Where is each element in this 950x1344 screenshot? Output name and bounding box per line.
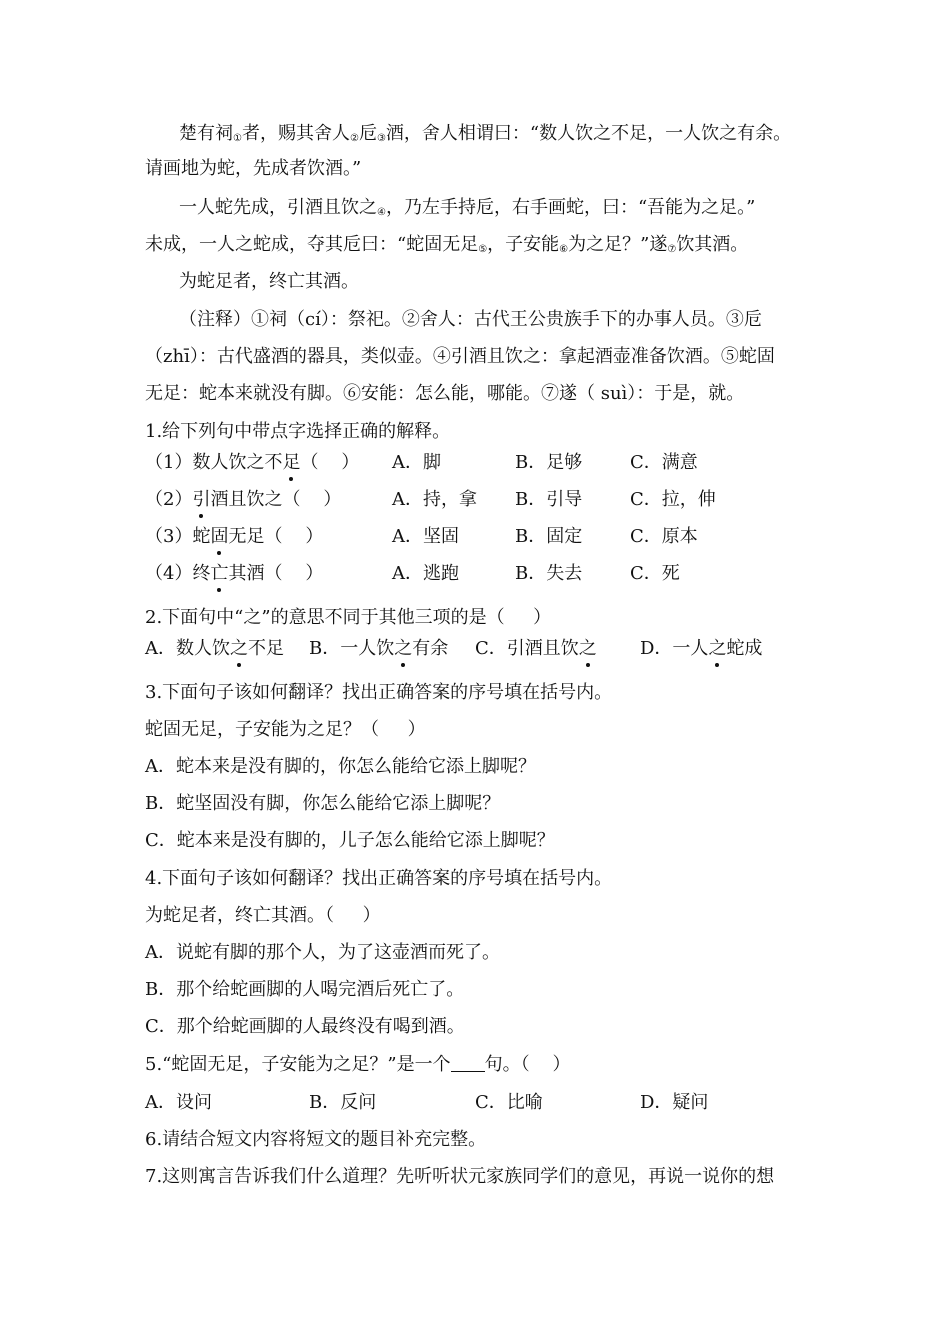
note-ref-1: ① <box>233 133 242 144</box>
note-ref-4: ④ <box>377 207 386 218</box>
q2-title: 2.下面句中“之”的意思不同于其他三项的是（ ） <box>145 607 552 628</box>
q5-option-a: A．设问 <box>145 1092 212 1113</box>
notes-line-1: （注释）①祠（cí）：祭祀。②舍人：古代王公贵族手下的办事人员。③卮 <box>179 309 762 330</box>
q2-option-b: B．一人饮之有余 <box>309 638 449 659</box>
q1-item-3-option-b: B．固定 <box>515 526 583 547</box>
q1-item-4: （4）终亡其酒（ ） <box>145 563 324 584</box>
q3-title: 3.下面句子该如何翻译？找出正确答案的序号填在括号内。 <box>145 682 613 703</box>
passage-line-4: 未成，一人之蛇成，夺其卮曰：“蛇固无足$_⑤$，子安能$_⑥$为之足？”遂$_⑦$饮其酒。 <box>145 234 749 255</box>
q3-option-b: B．蛇坚固没有脚，你怎么能给它添上脚呢？ <box>145 793 501 814</box>
notes-line-3: 无足：蛇本来就没有脚。⑥安能：怎么能，哪能。⑦遂（ suì）：于是，就。 <box>145 383 745 404</box>
q1-title: 1.给下列句中带点字选择正确的解释。 <box>145 421 451 442</box>
q2-option-c: C．引酒且饮之 <box>475 638 597 659</box>
q4-option-b: B．那个给蛇画脚的人喝完酒后死亡了。 <box>145 979 465 1000</box>
note-ref-6: ⑥ <box>559 244 569 255</box>
q4-option-a: A．说蛇有脚的那个人，为了这壶酒而死了。 <box>145 942 500 963</box>
q5-title: 5.“蛇固无足，子安能为之足？”是一个 句。（ ） <box>145 1054 571 1075</box>
q4-option-c: C．那个给蛇画脚的人最终没有喝到酒。 <box>145 1016 465 1037</box>
q3-option-c: C．蛇本来是没有脚的，儿子怎么能给它添上脚呢？ <box>145 830 555 851</box>
q5-blank <box>451 1055 485 1072</box>
q1-item-4-option-a: A．逃跑 <box>392 563 459 584</box>
q1-item-2: （2）引酒且饮之（ ） <box>145 489 342 510</box>
q1-item-1: （1）数人饮之不足（ ） <box>145 452 360 473</box>
note-ref-3: ③ <box>376 133 386 144</box>
q5-option-b: B．反问 <box>309 1092 377 1113</box>
q3-sentence: 蛇固无足，子安能为之足？（ ） <box>145 719 426 740</box>
passage-line-3: 一人蛇先成，引酒且饮之$_④$，乃左手持卮，右手画蛇，曰：“吾能为之足。” <box>179 197 756 218</box>
q1-item-1-option-a: A．脚 <box>392 452 441 473</box>
q1-item-1-option-c: C．满意 <box>630 452 698 473</box>
note-ref-7: ⑦ <box>667 244 677 255</box>
q1-item-2-option-b: B．引导 <box>515 489 583 510</box>
q2-option-d: D．一人之蛇成 <box>640 638 763 659</box>
q1-item-4-option-c: C．死 <box>630 563 680 584</box>
passage-line-1: 楚有祠$_①$者，赐其舍人$_②$卮$_③$酒，舍人相谓曰：“数人饮之不足，一人饮之有余。 <box>179 123 792 144</box>
q5-option-c: C．比喻 <box>475 1092 543 1113</box>
note-ref-5: ⑤ <box>478 244 488 255</box>
q1-item-3-option-c: C．原本 <box>630 526 698 547</box>
q1-item-4-option-b: B．失去 <box>515 563 583 584</box>
q2-option-a: A．数人饮之不足 <box>145 638 284 659</box>
passage-line-2: 请画地为蛇，先成者饮酒。” <box>145 158 362 179</box>
note-ref-2: ② <box>349 133 359 144</box>
q3-option-a: A．蛇本来是没有脚的，你怎么能给它添上脚呢？ <box>145 756 536 777</box>
q6-title: 6.请结合短文内容将短文的题目补充完整。 <box>145 1129 487 1150</box>
q4-title: 4.下面句子该如何翻译？找出正确答案的序号填在括号内。 <box>145 868 613 889</box>
q1-item-2-option-c: C．拉，伸 <box>630 489 716 510</box>
q4-sentence: 为蛇足者，终亡其酒。（ ） <box>145 905 381 926</box>
notes-line-2: （zhī）：古代盛酒的器具，类似壶。④引酒且饮之：拿起酒壶准备饮酒。⑤蛇固 <box>145 346 775 367</box>
q1-item-1-option-b: B．足够 <box>515 452 583 473</box>
passage-line-5: 为蛇足者，终亡其酒。 <box>179 271 359 292</box>
q1-item-2-option-a: A．持，拿 <box>392 489 477 510</box>
q5-option-d: D．疑问 <box>640 1092 709 1113</box>
q7-title: 7.这则寓言告诉我们什么道理？先听听状元家族同学们的意见，再说一说你的想 <box>145 1166 775 1187</box>
q1-item-3: （3）蛇固无足（ ） <box>145 526 324 547</box>
q1-item-3-option-a: A．坚固 <box>392 526 459 547</box>
